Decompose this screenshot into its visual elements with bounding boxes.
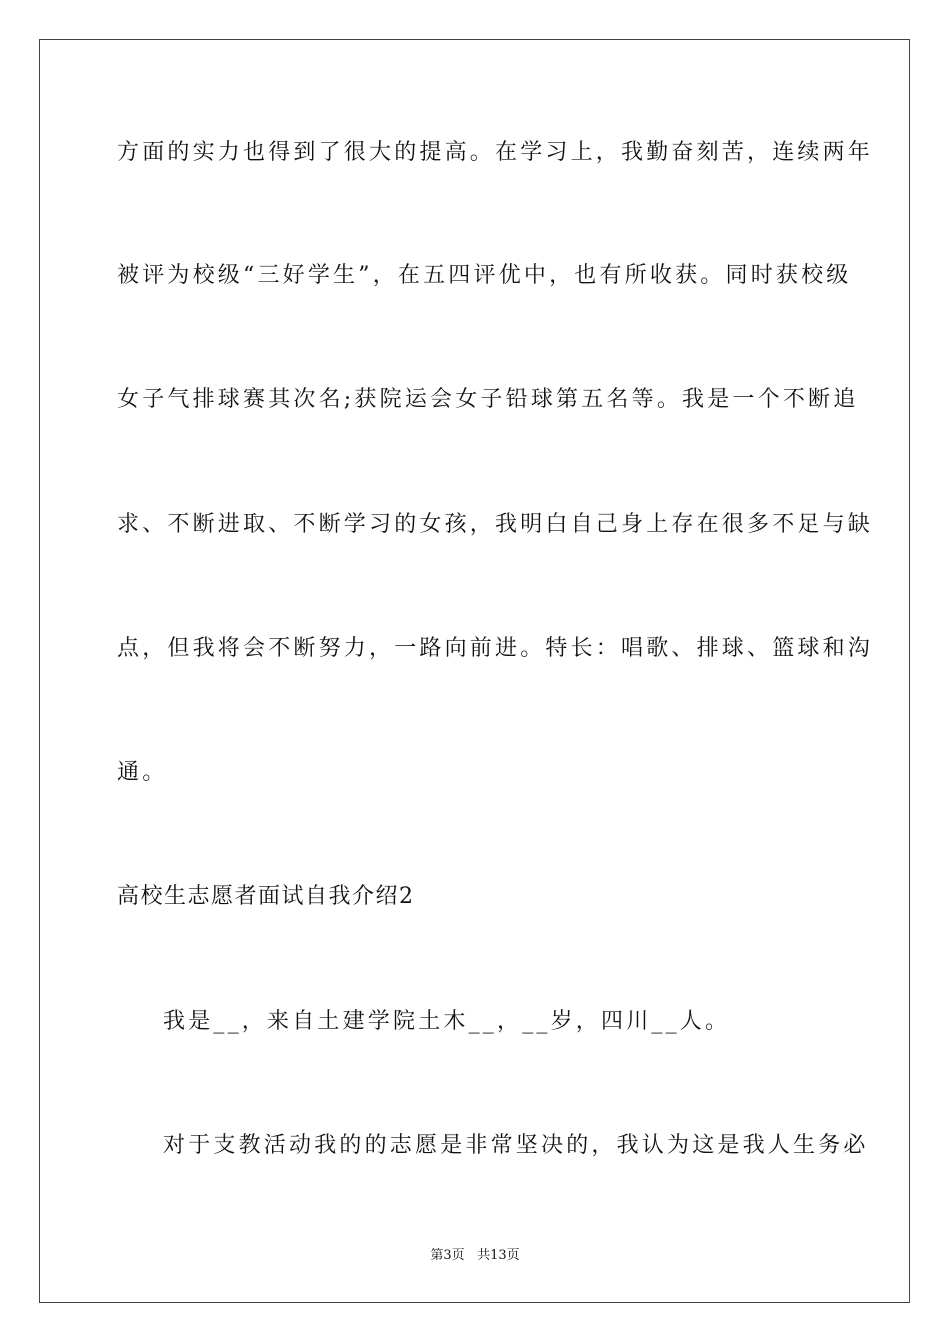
page-footer: [0, 1247, 950, 1265]
total-prefix: 共: [477, 1248, 491, 1263]
text-line-2: 被评为校级“三好学生”，在五四评优中，也有所收获。同时获校级: [117, 263, 852, 288]
paragraph-volunteer: 对于支教活动我的的志愿是非常坚决的，我认为这是我人生务必: [163, 1133, 869, 1158]
text-line-4: 求、不断进取、不断学习的女孩，我明白自己身上存在很多不足与缺: [117, 512, 874, 537]
page-number: 3: [443, 1248, 452, 1263]
page-suffix: 页: [451, 1248, 465, 1263]
page-prefix: 第: [430, 1248, 444, 1263]
page-border: [39, 39, 910, 1303]
text-line-1: 方面的实力也得到了很大的提高。在学习上，我勤奋刻苦，连续两年: [117, 140, 874, 165]
section-heading: 高校生志愿者面试自我介绍2: [117, 884, 415, 909]
text-line-6: 通。: [117, 760, 168, 785]
text-line-5: 点，但我将会不断努力，一路向前进。特长：唱歌、排球、篮球和沟: [117, 636, 874, 661]
text-line-3: 女子气排球赛其次名;获院运会女子铅球第五名等。我是一个不断追: [117, 387, 859, 412]
paragraph-intro: 我是__，来自土建学院土木__，__岁，四川__人。: [163, 1009, 731, 1034]
total-pages: 13: [490, 1248, 507, 1263]
total-suffix: 页: [506, 1248, 520, 1263]
